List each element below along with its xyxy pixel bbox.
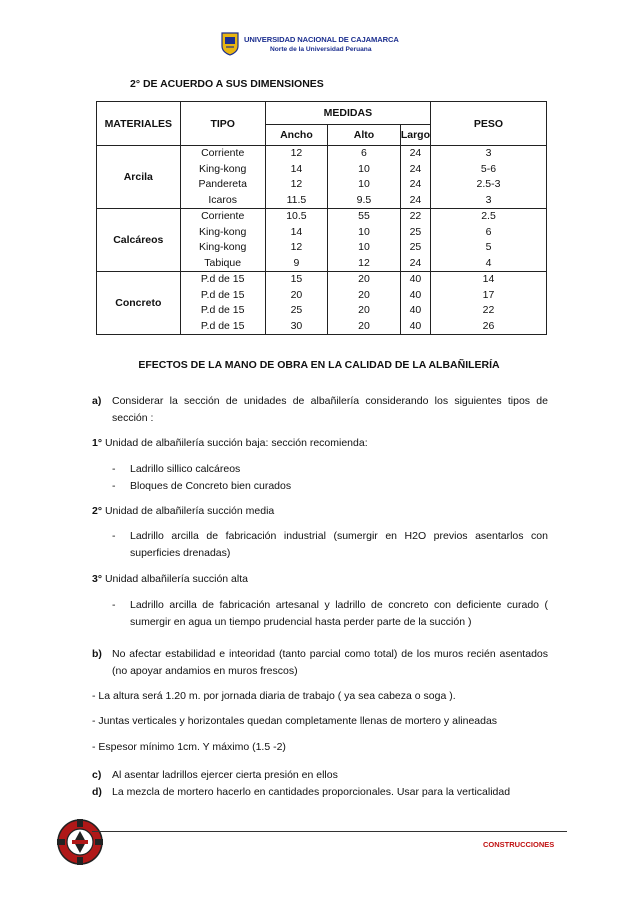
section-1-label: 1° (92, 437, 103, 449)
largo-cell (400, 146, 430, 209)
item-d-label: d) (92, 786, 102, 798)
section-2 (92, 503, 548, 520)
item-a-text: Considerar la sección de unidades de albañilería considerando los siguientes tipos de sección : (112, 395, 548, 424)
largo-value: 25 (409, 225, 422, 238)
tipo-value: King-kong (199, 162, 247, 175)
university-subtitle: Norte de la Universidad Peruana (270, 46, 372, 53)
material-cell: Arcila (97, 146, 181, 209)
ancho-value: 15 (290, 273, 303, 285)
ancho-value: 10.5 (286, 210, 307, 222)
alto-value: 20 (358, 273, 370, 285)
tipo-value: King-kong (199, 225, 247, 238)
list-item: - Ladrillo arcilla de fabricación industrial (sumergir en H2O previos asentarlos con superficies drenadas) (112, 530, 548, 559)
largo-cell (400, 272, 430, 335)
tipo-cell (180, 209, 265, 272)
ancho-cell (265, 209, 327, 272)
alto-value: 9.5 (356, 193, 372, 206)
ancho-value: 14 (290, 162, 303, 175)
list-item: - Ladrillo sillico calcáreos (112, 463, 241, 475)
ancho-value: 9 (293, 256, 300, 269)
alto-value: 20 (358, 304, 370, 316)
tipo-value: Tabique (204, 256, 242, 269)
ancho-cell (265, 272, 327, 335)
section-title: 2° DE ACUERDO A SUS DIMENSIONES (130, 78, 324, 90)
alto-value: 10 (358, 162, 370, 175)
alto-cell (328, 209, 401, 272)
largo-value: 24 (409, 162, 422, 175)
peso-value: 26 (482, 319, 495, 332)
faculty-logo (56, 818, 104, 866)
largo-value: 24 (409, 256, 422, 269)
peso-value: 3 (485, 147, 492, 159)
alto-value: 12 (358, 256, 370, 269)
note-juntas: - Juntas verticales y horizontales quedan completamente llenas de mortero y alineadas (92, 715, 498, 727)
efectos-title: EFECTOS DE LA MANO DE OBRA EN LA CALIDAD DE LA ALBAÑILERÍA (138, 359, 500, 371)
tipo-value: Corriente (201, 147, 245, 159)
list-item: - Bloques de Concreto bien curados (112, 479, 292, 492)
peso-value: 4 (485, 256, 492, 269)
largo-cell (400, 209, 430, 272)
item-a-label: a) (92, 395, 102, 407)
section-3-text: Unidad albañilería succión alta (102, 573, 248, 585)
ancho-value: 25 (290, 304, 303, 316)
tipo-value: P.d de 15 (200, 304, 245, 316)
peso-value: 17 (482, 288, 495, 301)
largo-value: 40 (409, 273, 422, 285)
footer-divider (92, 831, 567, 832)
item-c-text: Al asentar ladrillos ejercer cierta presión en ellos (112, 769, 338, 781)
header-peso: PESO (431, 102, 547, 146)
item-b-label: b) (92, 648, 102, 660)
ancho-cell (265, 146, 327, 209)
dimensions-table (96, 101, 547, 335)
ancho-value: 12 (290, 147, 303, 159)
alto-value: 10 (358, 178, 370, 190)
largo-value: 40 (409, 304, 422, 316)
ancho-value: 14 (290, 225, 303, 238)
alto-value: 6 (361, 147, 367, 159)
largo-value: 40 (409, 319, 422, 332)
note-espesor: - Espesor mínimo 1cm. Y máximo (1.5 -2) (92, 741, 286, 753)
header-medidas: MEDIDAS (265, 102, 430, 125)
largo-value: 24 (409, 147, 422, 159)
alto-cell (328, 272, 401, 335)
alto-value: 10 (358, 241, 370, 253)
peso-value: 3 (485, 193, 492, 206)
university-logo (220, 32, 240, 56)
header-ancho: Ancho (265, 125, 327, 146)
item-c-label: c) (92, 769, 102, 781)
peso-value: 2.5-3 (476, 178, 501, 190)
table-row (97, 272, 547, 335)
section-2-list (112, 528, 548, 561)
peso-value: 5 (485, 241, 492, 253)
section-3-label: 3° (92, 573, 103, 585)
header-tipo: TIPO (180, 102, 265, 146)
tipo-cell (180, 272, 265, 335)
largo-value: 24 (409, 178, 422, 190)
header-alto: Alto (328, 125, 401, 146)
ancho-value: 12 (290, 178, 303, 190)
footer-text: CONSTRUCCIONES (483, 840, 555, 849)
university-name: UNIVERSIDAD NACIONAL DE CAJAMARCA (244, 35, 399, 44)
largo-value: 22 (409, 210, 422, 222)
note-altura: - La altura será 1.20 m. por jornada diaria de trabajo ( ya sea cabeza o soga ). (92, 690, 456, 702)
largo-value: 24 (409, 193, 422, 206)
table-row (97, 146, 547, 209)
alto-value: 10 (358, 225, 370, 238)
table-row (97, 209, 547, 272)
section-3 (92, 571, 548, 588)
peso-cell (431, 209, 547, 272)
tipo-value: P.d de 15 (200, 288, 245, 301)
alto-value: 20 (358, 319, 370, 332)
page-header (220, 32, 440, 58)
peso-cell (431, 146, 547, 209)
alto-value: 55 (358, 210, 370, 222)
tipo-value: P.d de 15 (200, 319, 245, 332)
alto-value: 20 (358, 288, 370, 301)
section-2-text: Unidad de albañilería succión media (102, 505, 275, 517)
peso-value: 14 (482, 273, 495, 285)
peso-value: 22 (482, 304, 495, 316)
tipo-cell (180, 146, 265, 209)
tipo-value: Corriente (201, 210, 245, 222)
material-cell: Concreto (97, 272, 181, 335)
section-1-text: Unidad de albañilería succión baja: sección recomienda: (102, 437, 368, 449)
ancho-value: 20 (290, 288, 303, 301)
tipo-value: Pandereta (198, 178, 247, 190)
largo-value: 25 (409, 241, 422, 253)
ancho-value: 11.5 (286, 193, 307, 206)
tipo-value: Icaros (208, 193, 237, 206)
item-b-text: No afectar estabilidad e inteoridad (tanto parcial como total) de los muros recién asentados (no apoyar andamios en muros frescos) (112, 648, 548, 677)
list-item: - Ladrillo arcilla de fabricación artesanal y ladrillo de concreto con deficiente curado ( sumergir en agua un tiempo prudencial hasta perder parte de la succión ) (112, 599, 548, 628)
material-cell: Calcáreos (97, 209, 181, 272)
header-largo: Largo (400, 125, 430, 146)
section-2-label: 2° (92, 505, 103, 517)
header-materiales: MATERIALES (97, 102, 181, 146)
largo-value: 40 (409, 288, 422, 301)
section-1 (92, 435, 548, 452)
ancho-value: 30 (290, 319, 303, 332)
ancho-value: 12 (290, 241, 303, 253)
tipo-value: King-kong (199, 241, 247, 253)
peso-value: 5-6 (480, 162, 497, 175)
item-d-text: La mezcla de mortero hacerlo en cantidades proporcionales. Usar para la verticalidad (112, 786, 511, 798)
peso-value: 2.5 (481, 210, 496, 222)
section-1-list (112, 461, 548, 494)
peso-cell (431, 272, 547, 335)
peso-value: 6 (485, 225, 492, 238)
tipo-value: P.d de 15 (200, 273, 245, 285)
section-3-list (112, 597, 548, 630)
alto-cell (328, 146, 401, 209)
